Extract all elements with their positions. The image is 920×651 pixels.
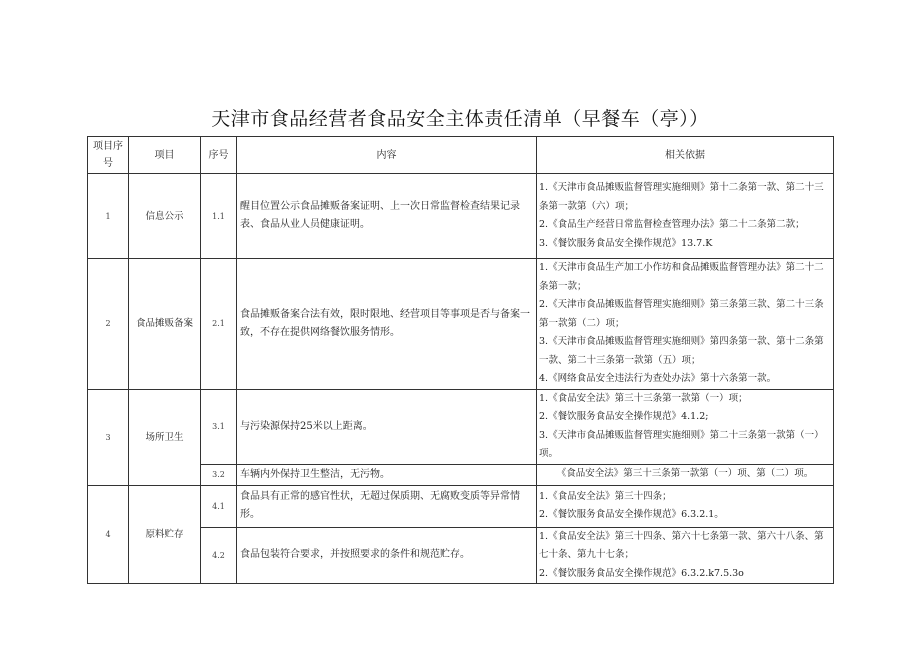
group-no-cell: 1 bbox=[88, 174, 129, 259]
basis-line: 1.《食品安全法》第三十四条； bbox=[539, 490, 672, 502]
seq-cell: 3.1 bbox=[201, 389, 237, 464]
content-cell: 食品摊贩备案合法有效，限时限地、经营项目等事项是否与备案一致，不存在提供网络餐饮服务情形。 bbox=[237, 259, 537, 390]
basis-cell bbox=[537, 174, 834, 259]
group-no-cell: 4 bbox=[88, 485, 129, 584]
basis-line: 1.《天津市食品摊贩监督管理实施细则》第十二条第一款、第二十三条第一款第（六）项； bbox=[539, 182, 824, 212]
group-no-cell: 3 bbox=[88, 389, 129, 485]
header-basis: 相关依据 bbox=[537, 137, 834, 174]
basis-line: 2.《餐饮服务食品安全操作规范》6.3.2.1。 bbox=[539, 509, 724, 520]
header-content: 内容 bbox=[237, 137, 537, 174]
basis-line: 4.《网络食品安全违法行为查处办法》第十六条第一款。 bbox=[539, 373, 777, 384]
responsibility-table bbox=[87, 136, 834, 584]
basis-cell bbox=[537, 485, 834, 527]
content-cell: 醒目位置公示食品摊贩备案证明、上一次日常监督检查结果记录表、食品从业人员健康证明。 bbox=[237, 174, 537, 259]
basis-line: 3.《天津市食品摊贩监督管理实施细则》第四条第一款、第十二条第一款、第二十三条第一款第（五）项； bbox=[539, 336, 824, 366]
seq-cell: 3.2 bbox=[201, 464, 237, 485]
content-cell: 食品具有正常的感官性状，无超过保质期、无腐败变质等异常情形。 bbox=[237, 485, 537, 527]
group-no-cell: 2 bbox=[88, 259, 129, 390]
basis-line: 1.《天津市食品生产加工小作坊和食品摊贩监督管理办法》第二十二条第一款； bbox=[539, 262, 824, 292]
header-seq: 序号 bbox=[201, 137, 237, 174]
table-header-row bbox=[88, 137, 834, 174]
basis-line: 3.《餐饮服务食品安全操作规范》13.7.K bbox=[539, 237, 713, 249]
basis-line: 2.《餐饮服务食品安全操作规范》6.3.2.k7.5.3o bbox=[539, 567, 744, 579]
basis-line: 2.《餐饮服务食品安全操作规范》4.1.2; bbox=[539, 411, 709, 422]
seq-cell: 4.2 bbox=[201, 527, 237, 584]
table-row bbox=[88, 485, 834, 527]
basis-line: 2.《天津市食品摊贩监督管理实施细则》第三条第三款、第二十三条第一款第（二）项； bbox=[539, 299, 824, 329]
header-group-no: 项目序号 bbox=[88, 137, 129, 174]
table-row bbox=[88, 389, 834, 464]
basis-line: 2.《食品生产经营日常监督检查管理办法》第二十二条第二款； bbox=[539, 219, 805, 230]
table-row bbox=[88, 174, 834, 259]
basis-line: 1.《食品安全法》第三十三条第一款第（一）项； bbox=[539, 392, 748, 404]
basis-cell bbox=[537, 464, 834, 485]
table-row bbox=[88, 259, 834, 390]
basis-cell bbox=[537, 259, 834, 390]
content-cell: 与污染源保持25米以上距离。 bbox=[237, 389, 537, 464]
basis-cell bbox=[537, 389, 834, 464]
page-title: 天津市食品经营者食品安全主体责任清单（早餐车（亭）） bbox=[211, 108, 709, 130]
header-item: 项目 bbox=[129, 137, 201, 174]
seq-cell: 1.1 bbox=[201, 174, 237, 259]
item-cell: 原料贮存 bbox=[129, 485, 201, 584]
item-cell: 信息公示 bbox=[129, 174, 201, 259]
content-cell: 车辆内外保持卫生整洁，无污物。 bbox=[237, 464, 537, 485]
seq-cell: 2.1 bbox=[201, 259, 237, 390]
basis-line: 《食品安全法》第三十三条第一款第（一）项、第（二）项。 bbox=[556, 468, 814, 480]
seq-cell: 4.1 bbox=[201, 485, 237, 527]
item-cell: 食品摊贩备案 bbox=[129, 259, 201, 390]
content-cell: 食品包装符合要求，并按照要求的条件和规范贮存。 bbox=[237, 527, 537, 584]
basis-line: 3.《天津市食品摊贩监督管理实施细则》第二十三条第一款第（一）项。 bbox=[539, 429, 824, 459]
basis-cell bbox=[537, 527, 834, 584]
basis-line: 1.《食品安全法》第三十四条、第六十七条第一款、第六十八条、第七十条、第九十七条； bbox=[539, 530, 824, 560]
item-cell: 场所卫生 bbox=[129, 389, 201, 485]
